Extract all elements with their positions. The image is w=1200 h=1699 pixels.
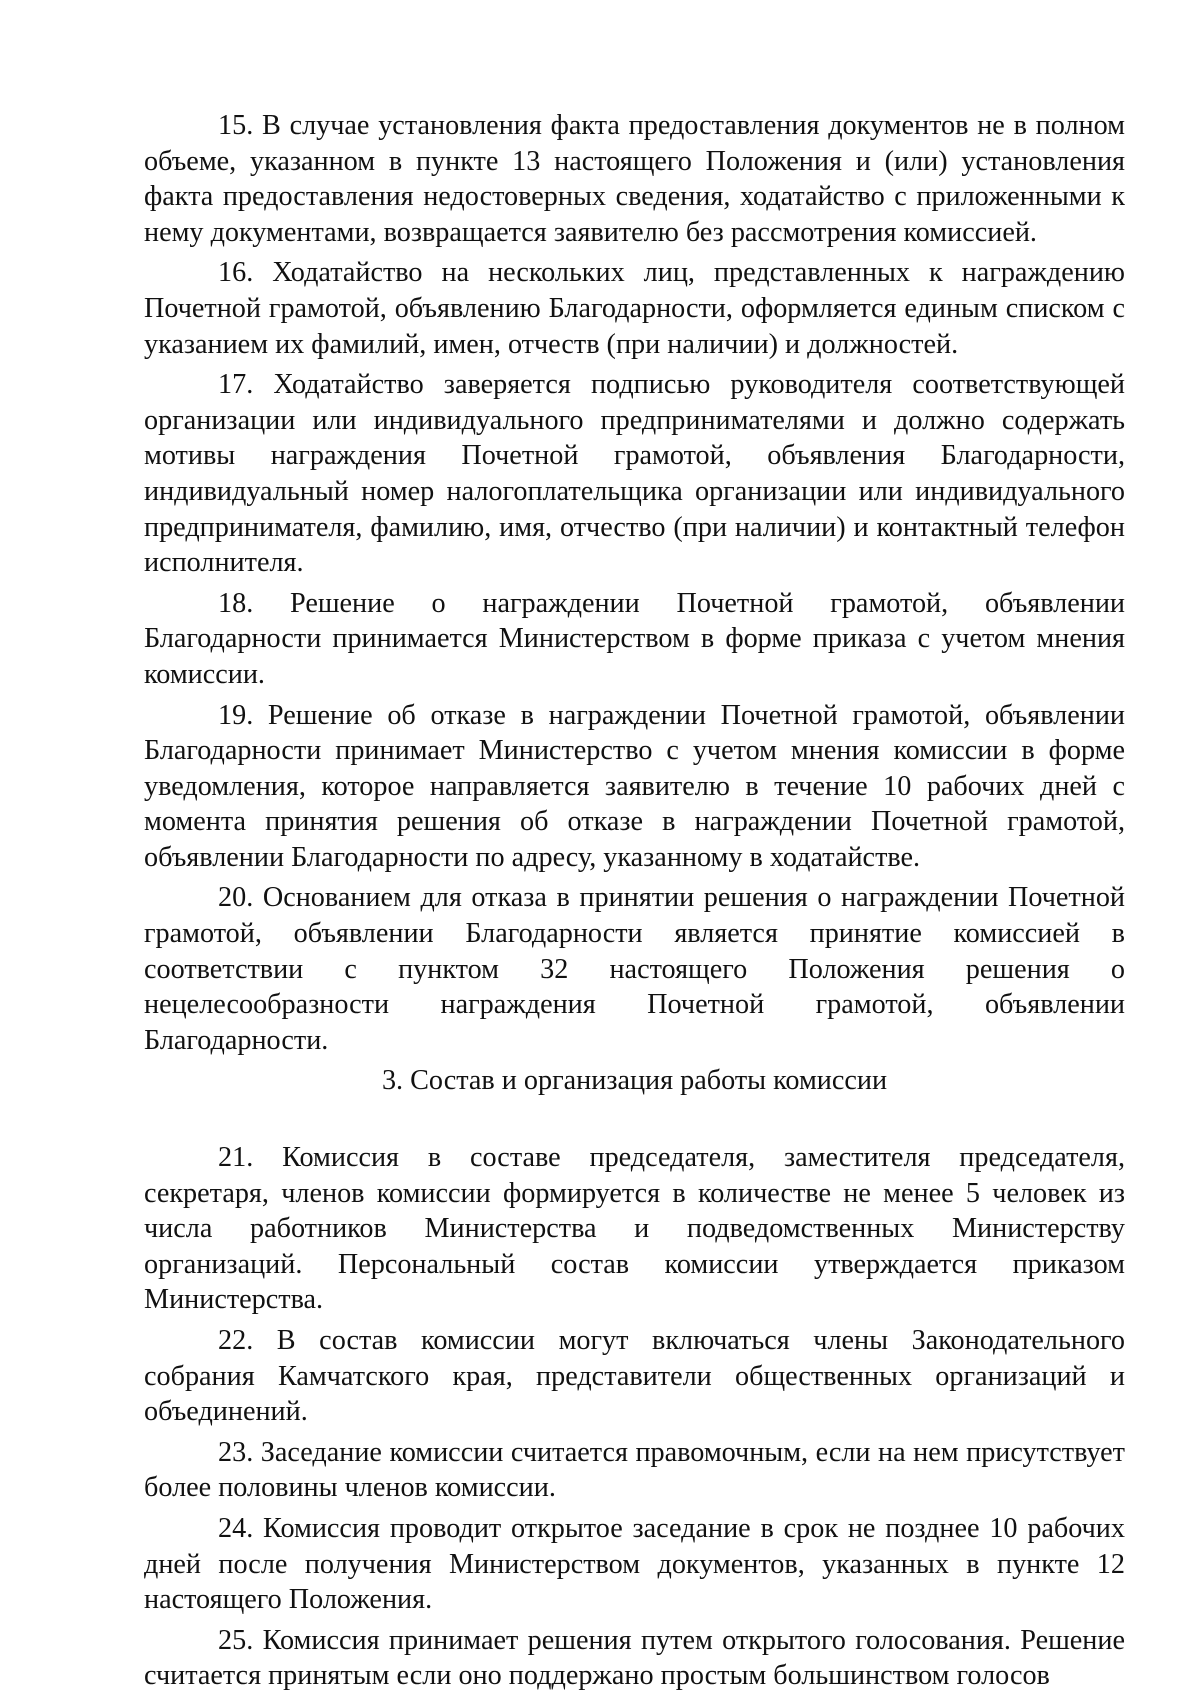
paragraph-21: 21. Комиссия в составе председателя, заместителя председателя, секретаря, членов комиссии формируется в количестве не менее 5 человек из числа работников Министерства и подведомственных Министерству организаций. Персональный состав комиссии утверждается приказом Министерства. (144, 1142, 1125, 1316)
paragraph-24: 24. Комиссия проводит открытое заседание в срок не позднее 10 рабочих дней после получения Министерством документов, указанных в пункте 12 настоящего Положения. (144, 1512, 1125, 1616)
section-spacer (144, 1099, 1125, 1140)
paragraph-23: 23. Заседание комиссии считается правомочным, если на нем присутствует более половины членов комиссии. (144, 1436, 1125, 1504)
paragraph-15: 15. В случае установления факта предоставления документов не в полном объеме, указанном в пункте 13 настоящего Положения и (или) установления факта предоставления недостоверных сведения, ходатайство с приложенными к нему документами, возвращается заявителю без рассмотрения комиссией. (144, 110, 1125, 248)
paragraph-16: 16. Ходатайство на нескольких лиц, представленных к награждению Почетной грамотой, объявлению Благодарности, оформляется единым списком с указанием их фамилий, имен, отчеств (при наличии) и должностей. (144, 257, 1125, 360)
paragraph-19: 19. Решение об отказе в награждении Почетной грамотой, объявлении Благодарности принимает Министерство с учетом мнения комиссии в форме уведомления, которое направляется заявителю в течение 10 рабочих дней с момента принятия решения об отказе в награждении Почетной грамотой, объявлении Благодарности по адресу, указанному в ходатайстве. (144, 699, 1125, 873)
document-body (144, 108, 1125, 1699)
paragraph-17: 17. Ходатайство заверяется подписью руководителя соответствующей организации или индивидуального предпринимателями и должно содержать мотивы награждения Почетной грамотой, объявления Благодарности, индивидуальный номер налогоплательщика организации или индивидуального предпринимателя, фамилию, имя, отчество (при наличии) и контактный телефон исполнителя. (144, 369, 1125, 579)
section-heading: 3. Состав и организация работы комиссии (381, 1065, 888, 1097)
paragraph-20: 20. Основанием для отказа в принятии решения о награждении Почетной грамотой, объявлении Благодарности является принятие комиссией в соответствии с пунктом 32 настоящего Положения решения о нецелесообразности награждения Почетной грамотой, объявлении Благодарности. (144, 882, 1125, 1056)
paragraph-18: 18. Решение о награждении Почетной грамотой, объявлении Благодарности принимается Министерством в форме приказа с учетом мнения комиссии. (144, 587, 1125, 690)
paragraph-25: 25. Комиссия принимает решения путем открытого голосования. Решение считается принятым если оно поддержано простым большинством голосов (144, 1624, 1125, 1692)
paragraph-22: 22. В состав комиссии могут включаться члены Законодательного собрания Камчатского края, представители общественных организаций и объединений. (144, 1325, 1125, 1428)
